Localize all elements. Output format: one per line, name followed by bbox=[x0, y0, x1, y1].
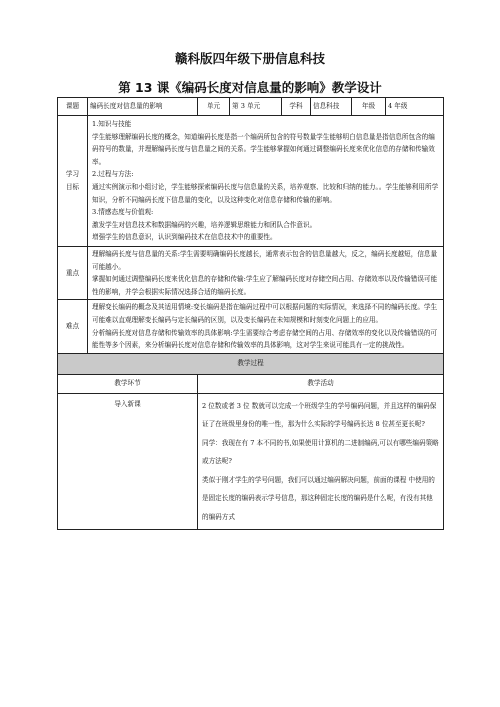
activity-paragraph: 同学：我现在有 7 本不同的书,如果使用计算机的二进制编码,可以有哪些编码策略或方法呢? bbox=[202, 438, 439, 466]
unit-value: 第 3 单元 bbox=[230, 98, 282, 116]
activity-cell bbox=[198, 393, 444, 530]
process-columns-row bbox=[58, 374, 444, 393]
goals-paragraph: 学生能够理解编码长度的概念，知道编码长度是指一个编码所包含的符号数量学生能够明白信息量是指信息所包含的编码符号的数量，并理解编码长度与信息量之间的关系。学生能够掌握如何通过调整编码长度来优化信息的存储和传输效率。 bbox=[92, 132, 435, 166]
difficulties-content bbox=[88, 300, 444, 353]
goals-paragraph: 1.知识与技能 bbox=[92, 120, 132, 128]
goals-paragraph: 增强学生的信息意识，认识到编码技术在信息技术中的重要性。 bbox=[92, 233, 277, 242]
difficulties-label: 难点 bbox=[58, 300, 88, 353]
goals-label: 学习 目标 bbox=[58, 116, 88, 247]
process-header-row bbox=[58, 353, 444, 374]
goals-paragraph: 2.过程与方法: bbox=[92, 170, 134, 179]
difficulties-row bbox=[58, 300, 444, 353]
goals-content bbox=[88, 116, 444, 247]
activity-paragraph: 类似于刚才学生的学号问题，我们可以通过编码解决问题，前面的课程 中使用的是固定长度的编码表示学号信息，那这种固定长度的编码是什么呢，有没有其他的编码方式 bbox=[202, 475, 435, 521]
process-header: 教学过程 bbox=[58, 353, 444, 374]
document-title: 赣科版四年级下册信息科技 bbox=[174, 51, 325, 66]
activity-paragraph: 2 位数或者 3 位 数就可以完成一个班级学生的学号编码问题，并且这样的编码保证了在班级里身份的唯一性，那为什么实际的学号编码长达 8 位甚至更长呢? bbox=[202, 401, 437, 429]
difficulties-paragraph: 理解变长编码的概念及其适用情境:变长编码是指在编码过程中可以根据问题的实际情况，来选择不同的编码长度。学生可能难以直观理解变长编码与定长编码的区别，以及变长编码在未知规模和时刻变化问题上的应用。 bbox=[92, 303, 438, 324]
grade-label: 年级 bbox=[352, 98, 386, 116]
key-points-row bbox=[58, 246, 444, 299]
key-points-content bbox=[88, 246, 444, 299]
grade-value: 4 年级 bbox=[386, 98, 444, 116]
subject-label: 学科 bbox=[282, 98, 311, 116]
lesson-title: 第 13 课《编码长度对信息量的影响》教学设计 bbox=[118, 80, 382, 95]
goals-paragraph: 3.情感态度与价值观: bbox=[92, 208, 154, 217]
topic-label: 课题 bbox=[58, 98, 88, 116]
key-points-paragraph: 理解编码长度与信息量的关系:学生需要明确编码长度越长，通常表示包含的信息量越大，反之，编码长度越短，信息量可能越小。 bbox=[92, 249, 438, 271]
goals-paragraph: 激发学生对信息技术和数据编码的兴趣，培养逻辑思维能力和团队合作意识。 bbox=[92, 220, 317, 229]
stage-column-header: 教学环节 bbox=[58, 374, 198, 393]
lesson-plan-table bbox=[57, 97, 444, 530]
header-row bbox=[58, 98, 444, 116]
subject-value: 信息科技 bbox=[311, 98, 352, 116]
activity-column-header: 教学活动 bbox=[198, 374, 444, 393]
goals-paragraph: 通过实例演示和小组讨论，学生能够探索编码长度与信息量的关系，培养观察、比较和归纳的能力。。学生能够利用所学知识，分析不同编码长度下信息量的变化，以及这种变化对信息存储和传输的影响。 bbox=[92, 182, 439, 204]
goals-row bbox=[58, 116, 444, 247]
unit-label: 单元 bbox=[198, 98, 230, 116]
difficulties-paragraph: 分析编码长度对信息存储和传输效率的具体影响:学生需要综合考虑存储空间的占用、存储效率的变化以及传输错误的可能性等多个因素，来分析编码长度对信息存储和传输效率的具体影响，这对学生来说可能具有一定的挑战性。 bbox=[92, 328, 438, 350]
topic-value: 编码长度对信息量的影响 bbox=[88, 98, 198, 116]
stage-cell: 导入新课 bbox=[58, 393, 198, 530]
key-points-paragraph: 掌握如何通过调整编码长度来优化信息的存储和传输:学生应了解编码长度对存储空间占用、存储效率以及传输错误可能性的影响，并学会根据实际情况选择合适的编码长度。 bbox=[92, 275, 438, 296]
key-points-label: 重点 bbox=[58, 246, 88, 299]
process-row bbox=[58, 393, 444, 530]
